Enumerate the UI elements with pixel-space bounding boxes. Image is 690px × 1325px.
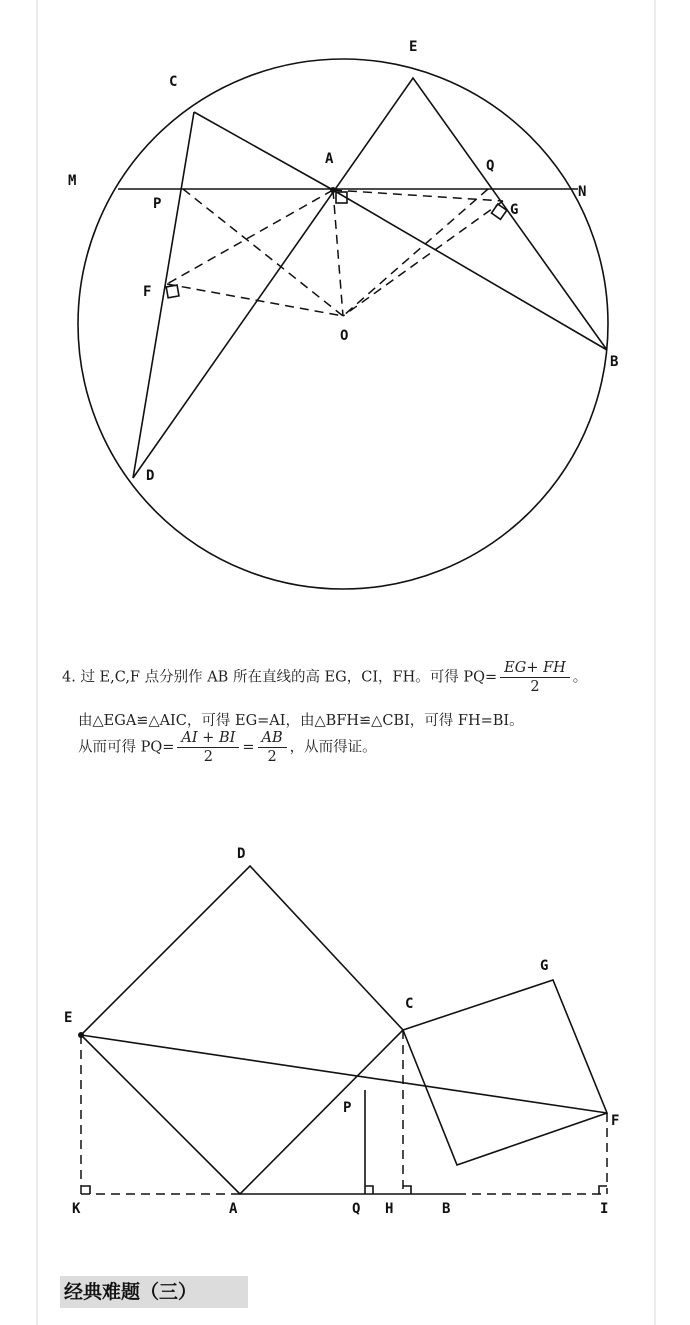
figure-squares-diagram (0, 830, 690, 1250)
fig1-label-P: P (153, 196, 162, 212)
step4-frac-ai-bi: $\frac{AI + BI}{2}$ (177, 730, 239, 765)
fig2-label-A: A (229, 1201, 238, 1217)
figure-circle-diagram (0, 0, 690, 600)
fig2-label-C: C (405, 996, 414, 1012)
step4-line2: 由△EGA≌△AIC，可得 EG=AI，由△BFH≌△CBI，可得 FH=BI。 (78, 713, 524, 729)
fig2-label-K: K (72, 1201, 81, 1217)
fig2-label-I: I (600, 1201, 609, 1217)
step4-line1: 4. 过 E,C,F 点分别作 AB 所在直线的高 EG，CI，FH。可得 PQ= $\frac{EG+ FH}{2}$ 。 (62, 660, 588, 695)
fig2-label-B: B (442, 1201, 451, 1217)
fig1-label-F: F (143, 284, 152, 300)
fig2-label-Q: Q (352, 1201, 361, 1217)
fig1-label-Q: Q (486, 158, 495, 174)
step4-line3: 从而可得 PQ= $\frac{AI + BI}{2}$ = $\frac{AB}{2}$ ，从而得证。 (78, 730, 377, 765)
fig1-label-B: B (610, 354, 619, 370)
fig2-label-G: G (540, 958, 549, 974)
fig1-label-C: C (169, 74, 178, 90)
fig1-label-M: M (68, 173, 77, 189)
fig1-label-G: G (510, 202, 519, 218)
fig2-label-E: E (64, 1010, 73, 1026)
fig2-label-D: D (237, 846, 246, 862)
fig1-label-E: E (409, 39, 418, 55)
fig2-label-H: H (385, 1201, 394, 1217)
fig1-label-O: O (340, 328, 349, 344)
fig2-label-P: P (343, 1100, 352, 1116)
step4-line1-prefix: 4. 过 E,C,F 点分别作 AB 所在直线的高 EG，CI，FH。可得 PQ= (62, 669, 498, 686)
fig1-label-D: D (146, 468, 155, 484)
step4-frac-ab: $\frac{AB}{2}$ (258, 730, 287, 765)
fig1-label-N: N (578, 184, 587, 200)
section-heading: 经典难题（三） (60, 1276, 248, 1308)
fig1-label-A: A (325, 151, 334, 167)
step4-frac-eg-fh: $\frac{EG+ FH}{2}$ (500, 660, 570, 695)
fig2-label-F: F (611, 1113, 620, 1129)
